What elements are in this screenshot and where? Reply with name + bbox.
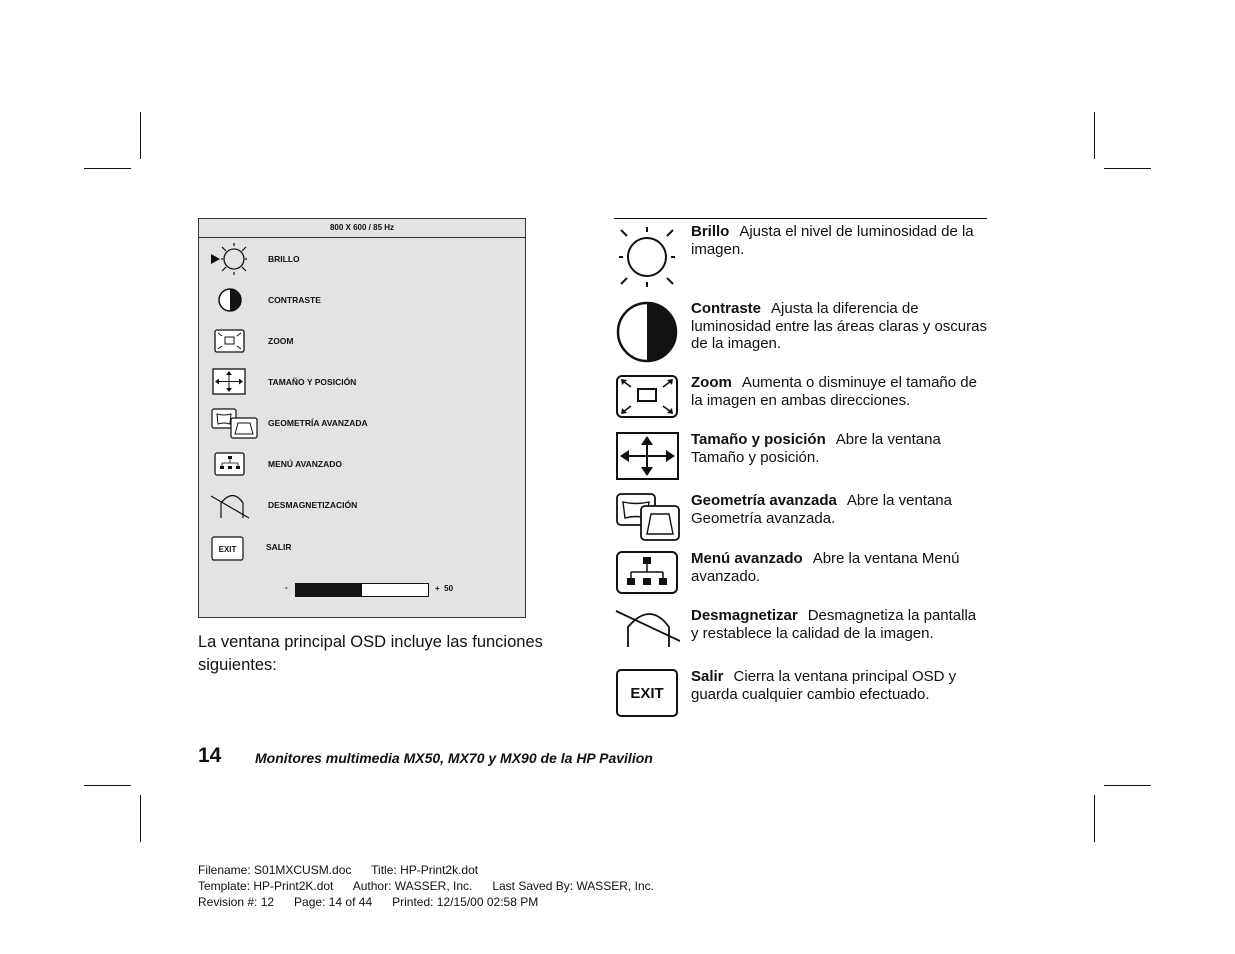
osd-item-label: ZOOM	[268, 336, 294, 346]
slider-minus-label: -	[285, 583, 288, 592]
feature-text: Brillo Ajusta el nivel de luminosidad de la imagen.	[691, 223, 974, 258]
file-metadata-line: Revision #: 12 Page: 14 of 44 Printed: 12/15/00 02:58 PM	[198, 895, 539, 909]
osd-item-salir[interactable]	[199, 532, 525, 566]
crop-mark	[1104, 785, 1151, 786]
feature-text: Menú avanzado Abre la ventana Menú avanzado.	[691, 550, 960, 585]
feature-geometria	[614, 492, 987, 542]
crop-mark	[84, 785, 131, 786]
slider-track[interactable]	[295, 583, 429, 597]
osd-item-tamano-posicion[interactable]	[199, 365, 525, 399]
feature-desmagnetizar	[614, 607, 987, 657]
zoom-icon	[209, 324, 259, 358]
crop-mark	[1104, 168, 1151, 169]
osd-main-window	[198, 218, 526, 618]
osd-item-label: GEOMETRÍA AVANZADA	[268, 418, 368, 428]
osd-item-label: SALIR	[266, 542, 292, 552]
feature-salir	[614, 668, 987, 718]
contrast-icon	[209, 283, 259, 317]
feature-brillo	[614, 223, 987, 289]
osd-item-menu-avanzado[interactable]	[199, 447, 525, 481]
brightness-icon	[614, 223, 680, 289]
feature-text: Desmagnetizar Desmagnetiza la pantalla y restablece la calidad de la imagen.	[691, 607, 977, 642]
osd-item-zoom[interactable]	[199, 324, 525, 358]
feature-menu-avanzado	[614, 550, 987, 596]
svg-text:EXIT: EXIT	[630, 685, 664, 702]
feature-text: Geometría avanzada Abre la ventana Geometría avanzada.	[691, 492, 952, 527]
slider-plus-value: + 50	[435, 584, 454, 593]
osd-item-label: MENÚ AVANZADO	[268, 459, 342, 469]
advanced-menu-icon	[209, 447, 259, 481]
contrast-icon	[614, 300, 680, 366]
osd-item-label: BRILLO	[268, 254, 300, 264]
feature-text: Contraste Ajusta la diferencia de luminosidad entre las áreas claras y oscuras de la imagen.	[691, 300, 987, 352]
section-rule	[614, 218, 987, 219]
feature-text: Salir Cierra la ventana principal OSD y guarda cualquier cambio efectuado.	[691, 668, 957, 703]
osd-item-label: CONTRASTE	[268, 295, 321, 305]
file-metadata-line: Template: HP-Print2K.dot Author: WASSER, Inc. Last Saved By: WASSER, Inc.	[198, 879, 654, 893]
osd-item-geometria[interactable]	[199, 406, 525, 440]
zoom-icon	[614, 374, 680, 422]
exit-icon	[614, 668, 680, 718]
size-position-icon	[209, 365, 259, 399]
osd-item-label: TAMAÑO Y POSICIÓN	[268, 377, 357, 387]
size-position-icon	[614, 431, 680, 481]
degauss-icon	[614, 607, 680, 657]
crop-mark	[1094, 795, 1095, 842]
feature-text: Tamaño y posición Abre la ventana Tamaño y posición.	[691, 431, 941, 466]
crop-mark	[84, 168, 131, 169]
brightness-icon	[209, 242, 259, 276]
osd-resolution-header: 800 X 600 / 85 Hz	[199, 219, 525, 238]
svg-text:EXIT: EXIT	[218, 545, 237, 554]
slider-fill	[296, 584, 362, 596]
osd-item-desmagnetizacion[interactable]	[199, 488, 525, 522]
feature-zoom	[614, 374, 987, 422]
page-number: 14	[198, 744, 222, 767]
crop-mark	[140, 795, 141, 842]
geometry-icon	[209, 406, 259, 440]
feature-contraste	[614, 300, 987, 366]
crop-mark	[1094, 112, 1095, 159]
running-footer-title: Monitores multimedia MX50, MX70 y MX90 de la HP Pavilion	[255, 750, 653, 766]
selection-pointer-icon	[211, 254, 220, 264]
osd-item-brillo[interactable]	[199, 242, 525, 276]
osd-value-slider[interactable]	[283, 583, 483, 597]
geometry-icon	[614, 492, 680, 542]
exit-icon	[209, 532, 259, 566]
osd-item-contraste[interactable]	[199, 283, 525, 317]
crop-mark	[140, 112, 141, 159]
degauss-icon	[209, 488, 259, 522]
osd-caption: La ventana principal OSD incluye las funciones siguientes:	[198, 633, 543, 674]
feature-text: Zoom Aumenta o disminuye el tamaño de la imagen en ambas direcciones.	[691, 374, 977, 409]
feature-tamano-posicion	[614, 431, 987, 481]
advanced-menu-icon	[614, 550, 680, 596]
file-metadata-line: Filename: S01MXCUSM.doc Title: HP-Print2k.dot	[198, 863, 479, 877]
osd-item-label: DESMAGNETIZACIÓN	[268, 500, 358, 510]
